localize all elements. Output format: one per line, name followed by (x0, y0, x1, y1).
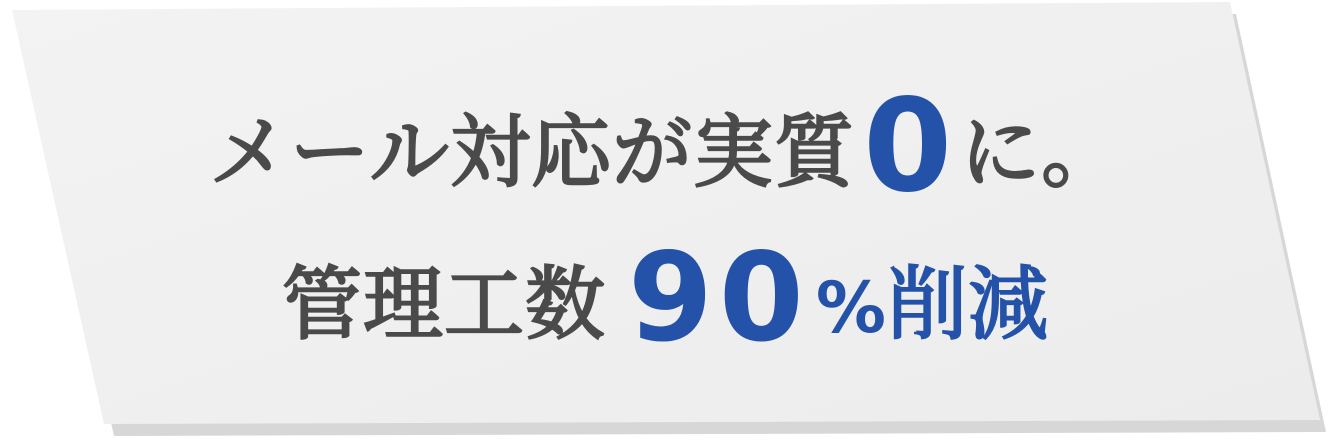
line1-prefix: メール対応が実質 (208, 106, 856, 199)
line1-suffix: に。 (960, 106, 1123, 199)
line2-percent-sign: % (815, 267, 887, 349)
line2-suffix: 削減 (886, 258, 1049, 351)
headline-line-1 (0, 72, 1331, 221)
line2-prefix: 管理工数 (282, 258, 607, 351)
line2-highlight-number: 90 (628, 227, 810, 369)
line1-highlight-zero: 0 (863, 72, 953, 221)
headline-line-2 (0, 227, 1331, 369)
